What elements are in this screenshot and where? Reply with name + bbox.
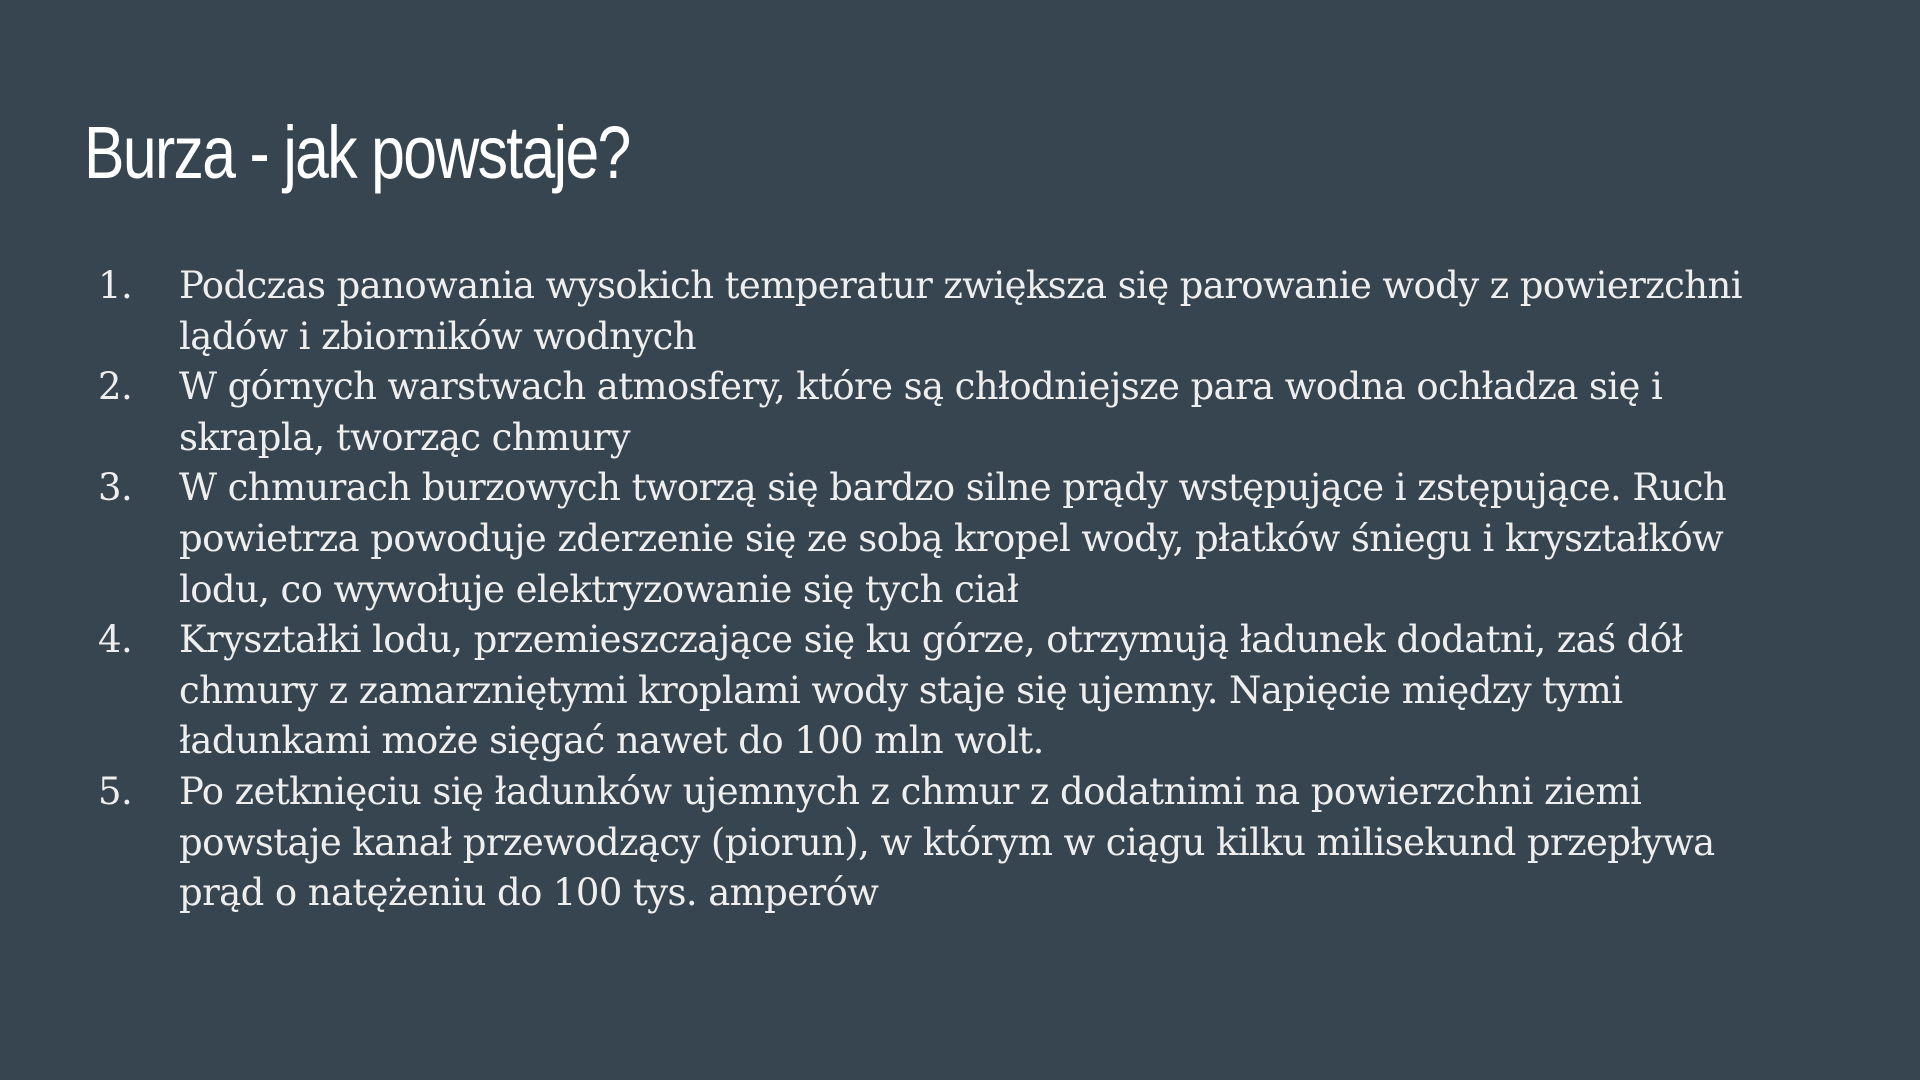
list-item-text: Kryształki lodu, przemieszczające się ku górze, otrzymują ładunek dodatni, zaś dół chmury z zamarzniętymi kroplami wody staje się ujemny. Napięcie między tymi ładunkami może sięgać nawet do 100 mln wolt. [179, 618, 1683, 763]
list-item-number: 3. [98, 466, 133, 510]
list-item-text: Podczas panowania wysokich temperatur zwiększa się parowanie wody z powierzchni lądów i zbiorników wodnych [179, 264, 1742, 358]
list-item-text: W chmurach burzowych tworzą się bardzo silne prądy wstępujące i zstępujące. Ruch powietrza powoduje zderzenie się ze sobą kropel wody, płatków śniegu i kryształków lodu, co wywołuje elektryzowanie się tych ciał [179, 466, 1727, 611]
list-item-text: W górnych warstwach atmosfery, które są chłodniejsze para wodna ochładza się i skrapla, tworząc chmury [179, 365, 1663, 459]
list-item-number: 5. [98, 769, 133, 813]
list-item [98, 615, 1798, 767]
storm-formation-steps-list [98, 261, 1798, 919]
list-item-number: 2. [98, 365, 133, 409]
list-item-text: Po zetknięciu się ładunków ujemnych z chmur z dodatnimi na powierzchni ziemi powstaje kanał przewodzący (piorun), w którym w ciągu kilku milisekund przepływa prąd o natężeniu do 100 tys. amperów [179, 769, 1715, 915]
list-item [98, 767, 1798, 919]
list-item-number: 4. [98, 618, 133, 662]
list-item [98, 261, 1798, 362]
list-item-number: 1. [98, 264, 133, 307]
list-item [98, 463, 1798, 615]
list-item [98, 362, 1798, 463]
slide-title: Burza - jak powstaje? [84, 111, 630, 194]
